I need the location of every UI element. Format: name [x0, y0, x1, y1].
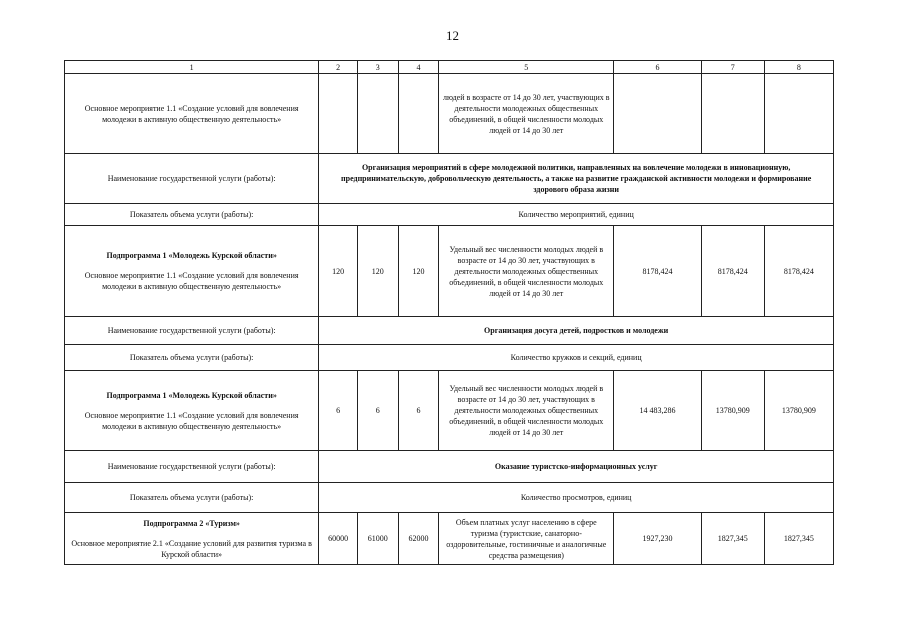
value-col2: 120: [319, 226, 358, 317]
program-cell: [65, 371, 319, 451]
service-label: Наименование государственной услуги (работы):: [65, 451, 319, 483]
indicator-cell: людей в возрасте от 14 до 30 лет, участвующих в деятельности молодежных общественных объединений, в общей численности молодых людей от 14 до 30 лет: [439, 74, 614, 154]
value-col3: 6: [357, 371, 398, 451]
service-label: Наименование государственной услуги (работы):: [65, 317, 319, 345]
service-name: Организация досуга детей, подростков и молодежи: [319, 317, 834, 345]
program-title: Подпрограмма 1 «Молодежь Курской области»: [106, 390, 277, 400]
value-col7: 13780,909: [701, 371, 764, 451]
volume-indicator-row: [65, 345, 834, 371]
data-row: [65, 371, 834, 451]
column-number: 6: [614, 61, 701, 74]
service-name-row: [65, 317, 834, 345]
value-col3: 120: [357, 226, 398, 317]
column-number: 8: [764, 61, 833, 74]
column-number: 7: [701, 61, 764, 74]
value-col7: 8178,424: [701, 226, 764, 317]
value-col4: 120: [398, 226, 439, 317]
program-title: Подпрограмма 2 «Туризм»: [143, 518, 240, 528]
value-col4: 62000: [398, 513, 439, 565]
value-col6: 8178,424: [614, 226, 701, 317]
program-title: Подпрограмма 1 «Молодежь Курской области»: [106, 251, 277, 260]
measure-text: Основное мероприятие 1.1 «Создание условий для вовлечения молодежи в активную общественную деятельность»: [84, 410, 299, 431]
service-name: Оказание туристско-информационных услуг: [319, 451, 834, 483]
value-col8: 1827,345: [764, 513, 833, 565]
measure-text: Основное мероприятие 1.1 «Создание условий для вовлечения молодежи в активную общественную деятельность»: [84, 271, 299, 291]
data-row: [65, 226, 834, 317]
volume-label: Показатель объема услуги (работы):: [65, 345, 319, 371]
volume-indicator-row: [65, 483, 834, 513]
column-number: 1: [65, 61, 319, 74]
measure-cell: Основное мероприятие 1.1 «Создание условий для вовлечения молодежи в активную общественную деятельность»: [65, 74, 319, 154]
program-cell: [65, 226, 319, 317]
value-col2: 6: [319, 371, 358, 451]
indicator-cell: Объем платных услуг населению в сфере туризма (туристские, санаторно-оздоровительные, гостиничные и аналогичные средства размещения): [439, 513, 614, 565]
volume-indicator-row: [65, 204, 834, 226]
column-number: 2: [319, 61, 358, 74]
column-number: 4: [398, 61, 439, 74]
continuation-row: [65, 74, 834, 154]
column-number-row: [65, 61, 834, 74]
page-number: 12: [446, 28, 459, 43]
value-col8: 13780,909: [764, 371, 833, 451]
indicator-cell: Удельный вес численности молодых людей в возрасте от 14 до 30 лет, участвующих в деятельности молодежных общественных объединений, в общей численности молодых людей от 14 до 30 лет: [439, 226, 614, 317]
service-name: Организация мероприятий в сфере молодежной политики, направленных на вовлечение молодежи в инновационную, предпринимательскую, добровольческую деятельность, а также на развитие гражданской активности молодежи и формирование здорового образа жизни: [319, 154, 834, 204]
column-number: 3: [357, 61, 398, 74]
service-name-row: [65, 154, 834, 204]
value-col2: 60000: [319, 513, 358, 565]
value-col3: 61000: [357, 513, 398, 565]
service-label: Наименование государственной услуги (работы):: [65, 154, 319, 204]
measure-text: Основное мероприятие 2.1 «Создание условий для развития туризма в Курской области»: [71, 538, 312, 559]
volume-value: Количество кружков и секций, единиц: [319, 345, 834, 371]
data-row: [65, 513, 834, 565]
value-col6: 1927,230: [614, 513, 701, 565]
value-col6: 14 483,286: [614, 371, 701, 451]
volume-label: Показатель объема услуги (работы):: [65, 483, 319, 513]
value-col7: 1827,345: [701, 513, 764, 565]
volume-value: Количество просмотров, единиц: [319, 483, 834, 513]
program-cell: [65, 513, 319, 565]
indicator-cell: Удельный вес численности молодых людей в возрасте от 14 до 30 лет, участвующих в деятельности молодежных общественных объединений, в общей численности молодых людей от 14 до 30 лет: [439, 371, 614, 451]
value-col4: 6: [398, 371, 439, 451]
column-number: 5: [439, 61, 614, 74]
services-table: [64, 60, 834, 565]
volume-label: Показатель объема услуги (работы):: [65, 204, 319, 226]
service-name-row: [65, 451, 834, 483]
volume-value: Количество мероприятий, единиц: [319, 204, 834, 226]
value-col8: 8178,424: [764, 226, 833, 317]
